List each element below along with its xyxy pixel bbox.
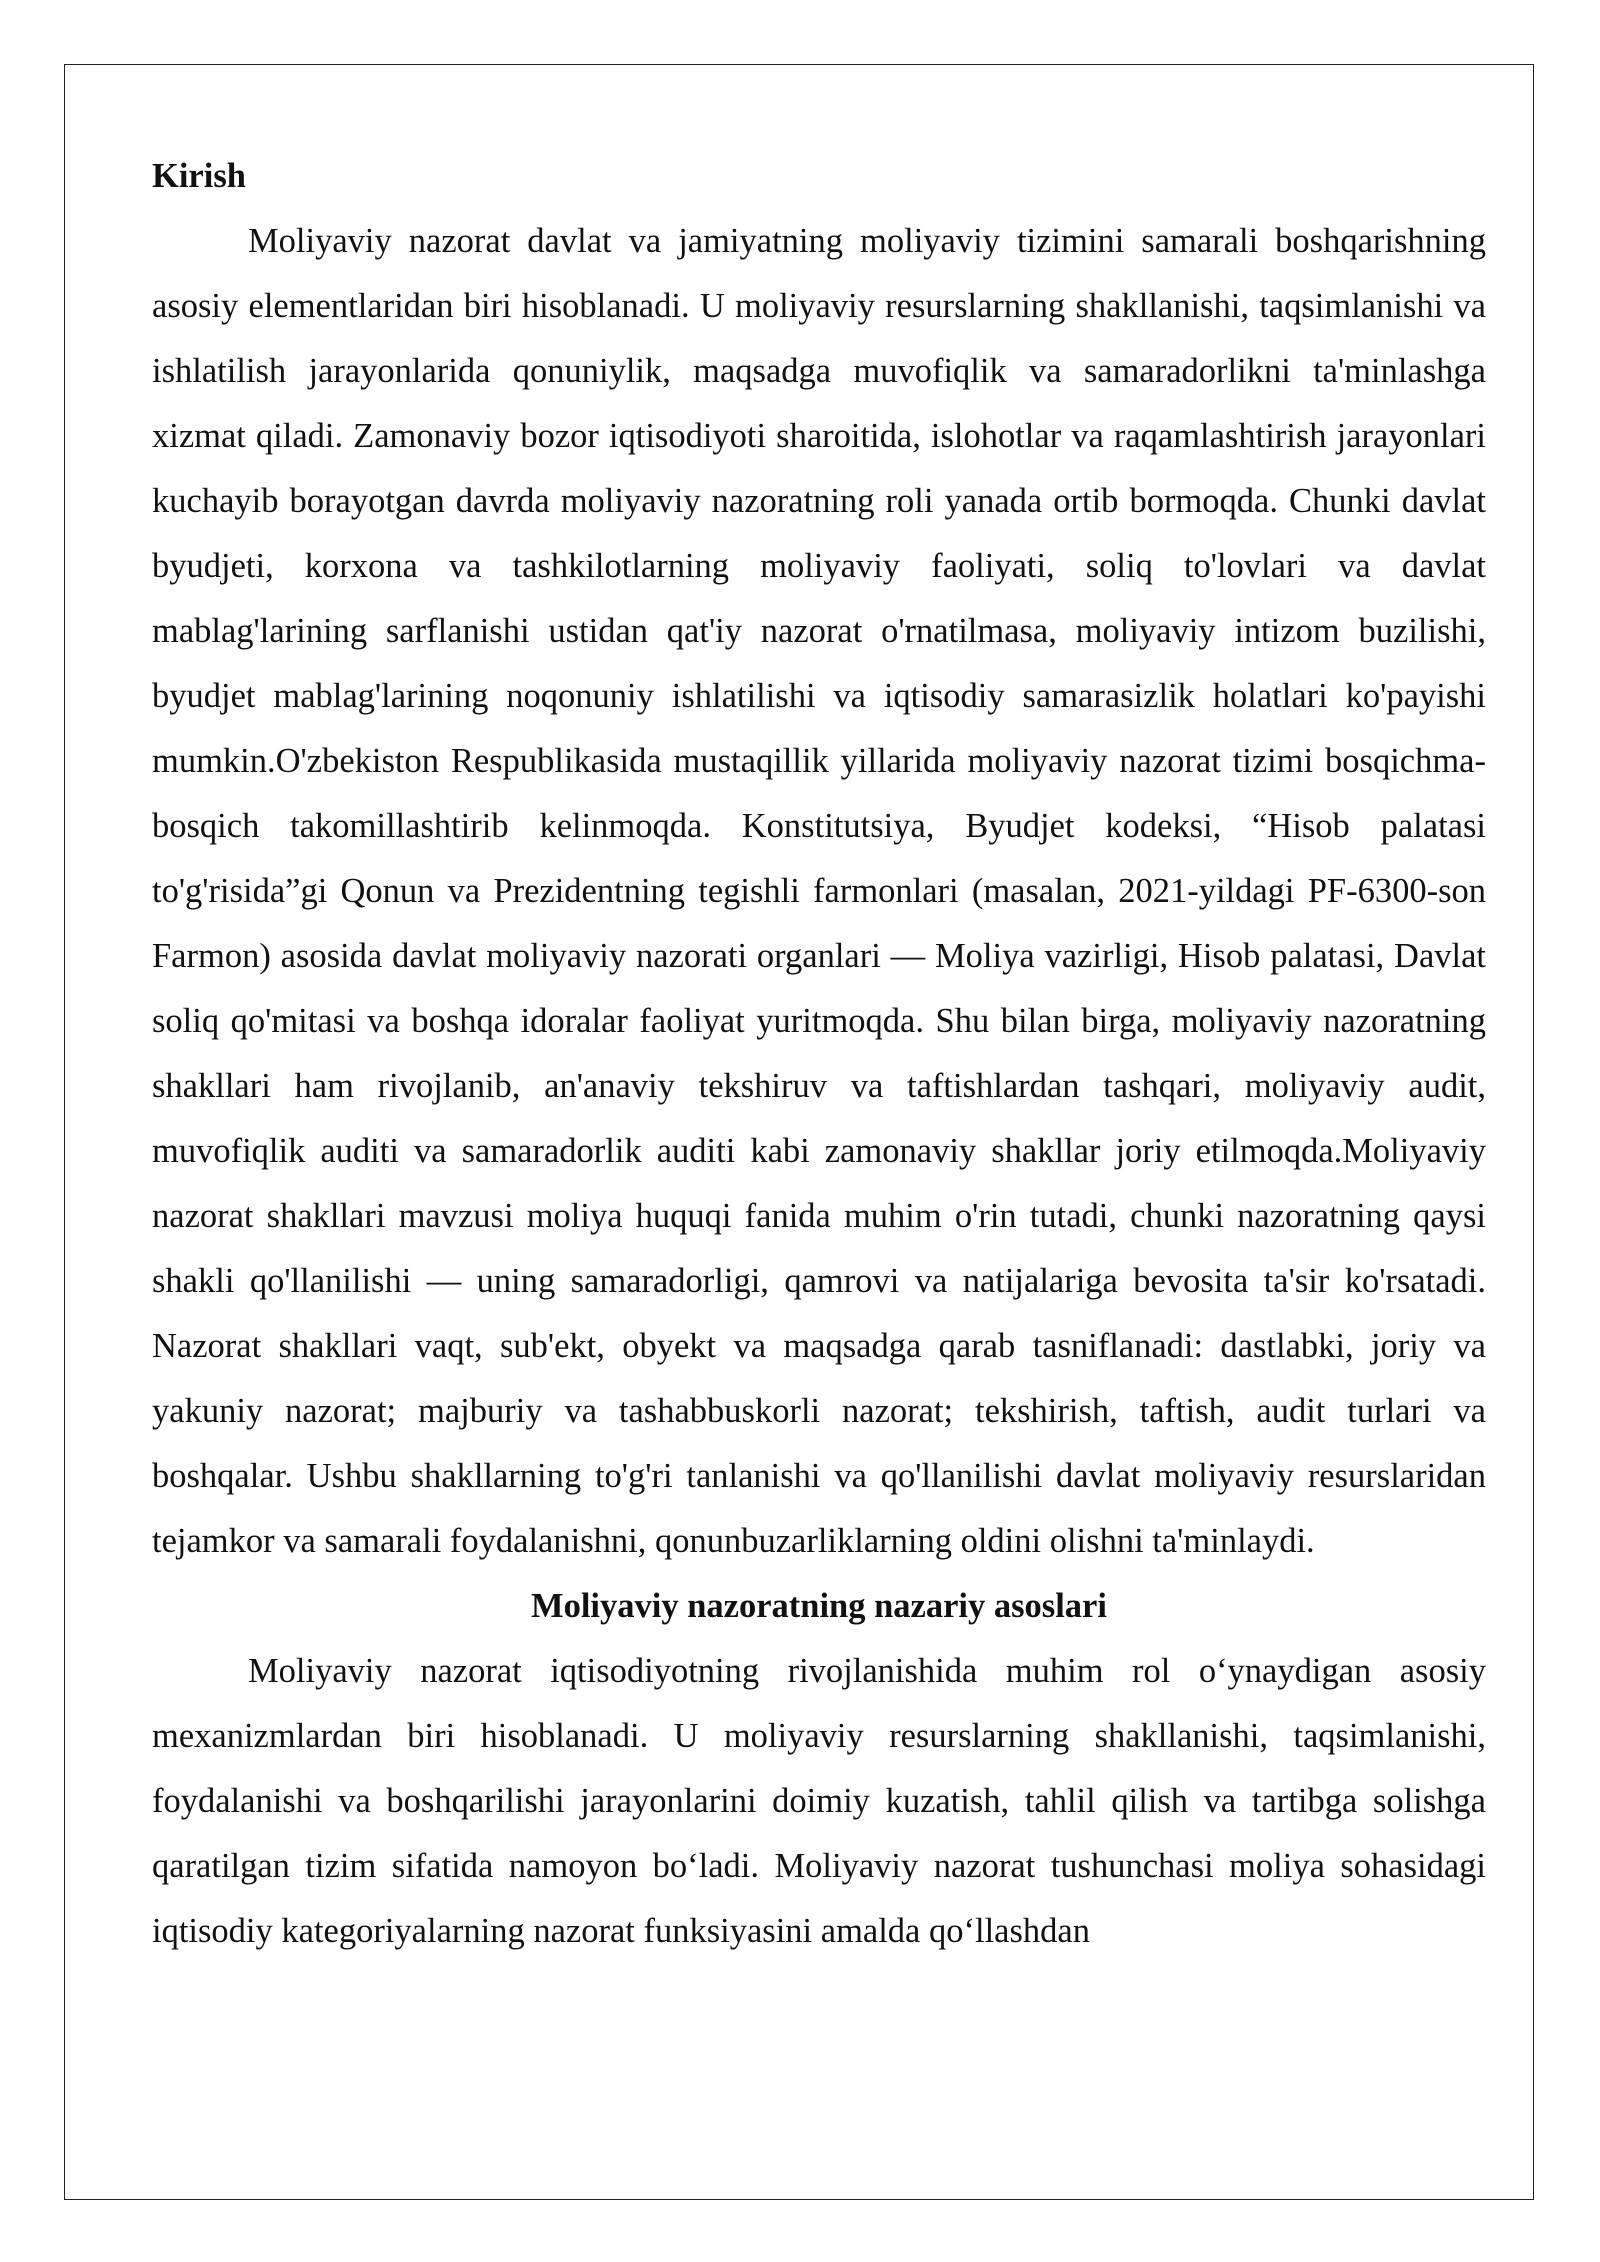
theory-paragraph: Moliyaviy nazorat iqtisodiyotning rivojlanishida muhim rol o‘ynaydigan asosiy mexanizmlardan biri hisoblanadi. U moliyaviy resurslarning shakllanishi, taqsimlanishi, foydalanishi va boshqarilishi jarayonlarini doimiy kuzatish, tahlil qilish va tartibga solishga qaratilgan tizim sifatida namoyon bo‘ladi. Moliyaviy nazorat tushunchasi moliya sohasidagi iqtisodiy kategoriyalarning nazorat funksiyasini amalda qo‘llashdan <box>152 1652 1486 1950</box>
section-heading-theory: Moliyaviy nazoratning nazariy asoslari <box>531 1587 1107 1625</box>
intro-paragraph: Moliyaviy nazorat davlat va jamiyatning moliyaviy tizimini samarali boshqarishning asosiy elementlaridan biri hisoblanadi. U moliyaviy resurslarning shakllanishi, taqsimlanishi va ishlatilish jarayonlarida qonuniylik, maqsadga muvofiqlik va samaradorlikni ta'minlashga xizmat qiladi. Zamonaviy bozor iqtisodiyoti sharoitida, islohotlar va raqamlashtirish jarayonlari kuchayib borayotgan davrda moliyaviy nazoratning roli yanada ortib bormoqda. Chunki davlat byudjeti, korxona va tashkilotlarning moliyaviy faoliyati, soliq to'lovlari va davlat mablag'larining sarflanishi ustidan qat'iy nazorat o'rnatilmasa, moliyaviy intizom buzilishi, byudjet mablag'larining noqonuniy ishlatilishi va iqtisodiy samarasizlik holatlari ko'payishi mumkin.O'zbekiston Respublikasida mustaqillik yillarida moliyaviy nazorat tizimi bosqichma-bosqich takomillashtirib kelinmoqda. Konstitutsiya, Byudjet kodeksi, “Hisob palatasi to'g'risida”gi Qonun va Prezidentning tegishli farmonlari (masalan, 2021-yildagi PF-6300-son Farmon) asosida davlat moliyaviy nazorati organlari — Moliya vazirligi, Hisob palatasi, Davlat soliq qo'mitasi va boshqa idoralar faoliyat yuritmoqda. Shu bilan birga, moliyaviy nazoratning shakllari ham rivojlanib, an'anaviy tekshiruv va taftishlardan tashqari, moliyaviy audit, muvofiqlik auditi va samaradorlik auditi kabi zamonaviy shakllar joriy etilmoqda.Moliyaviy nazorat shakllari mavzusi moliya huquqi fanida muhim o'rin tutadi, chunki nazoratning qaysi shakli qo'llanilishi — uning samaradorligi, qamrovi va natijalariga bevosita ta'sir ko'rsatadi. Nazorat shakllari vaqt, sub'ekt, obyekt va maqsadga qarab tasniflanadi: dastlabki, joriy va yakuniy nazorat; majburiy va tashabbuskorli nazorat; tekshirish, taftish, audit turlari va boshqalar. Ushbu shakllarning to'g'ri tanlanishi va qo'llanilishi davlat moliyaviy resurslaridan tejamkor va samarali foydalanishni, qonunbuzarliklarning oldini olishni ta'minlaydi. <box>152 222 1486 1560</box>
document-body <box>152 144 1486 1964</box>
section-heading-kirish: Kirish <box>152 157 246 195</box>
